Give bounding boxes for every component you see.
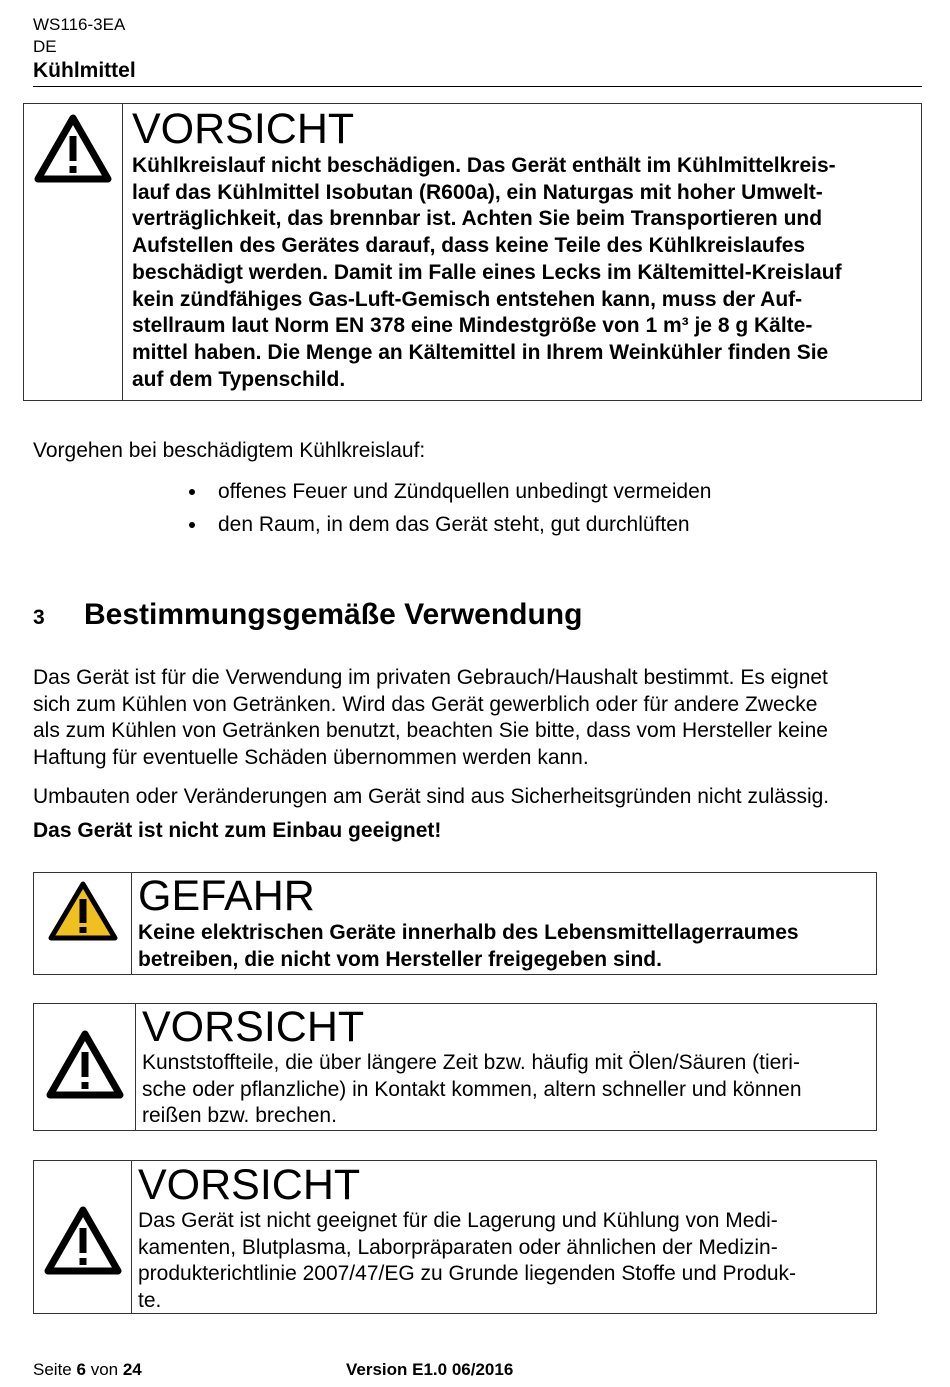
warning-text-cell: [136, 1004, 802, 1130]
warning-triangle-icon: [45, 1028, 125, 1100]
warning-triangle-icon: [43, 1204, 123, 1276]
warning-body: [138, 1208, 796, 1315]
header-divider: [33, 86, 922, 87]
intended-use-paragraph: [33, 665, 913, 771]
warning-line: Kunststoffteile, die über längere Zeit bzw. häufig mit Ölen/Säuren (tieri-: [142, 1051, 800, 1074]
version-label: [346, 1360, 513, 1380]
warning-box-refrigerant: [23, 103, 922, 401]
warning-line: stellraum laut Norm EN 378 eine Mindestgröße von 1 m³ je 8 g Kälte-: [132, 314, 813, 338]
warning-line: reißen bzw. brechen.: [142, 1104, 337, 1128]
danger-body: [138, 920, 799, 973]
chapter-number: 3: [33, 606, 45, 629]
bullet-icon: [189, 489, 195, 495]
warning-line: Kühlkreislauf nicht beschädigen. Das Gerät enthält im Kühlmittelkreis-: [132, 154, 836, 177]
danger-text-cell: [132, 873, 799, 974]
warning-line: lauf das Kühlmittel Isobutan (R600a), ein Naturgas mit hoher Umwelt-: [132, 180, 823, 204]
warning-line: produkterichtlinie 2007/47/EG zu Grunde liegenden Stoffe und Produk-: [138, 1262, 797, 1286]
warning-title: VORSICHT: [138, 1161, 361, 1209]
list-item-text: offenes Feuer und Zündquellen unbedingt vermeiden: [218, 480, 712, 503]
warning-body: [142, 1050, 802, 1130]
document-model: WS116-3EA: [33, 15, 126, 34]
page-prefix: Seite: [33, 1360, 72, 1379]
page-total: 24: [122, 1360, 142, 1379]
section-heading: Kühlmittel: [33, 59, 136, 82]
warning-line: mittel haben. Die Menge an Kältemittel in Ihrem Weinkühler finden Sie: [132, 340, 829, 364]
danger-box-electrical: [33, 872, 877, 975]
list-item-text: den Raum, in dem das Gerät steht, gut durchlüften: [218, 512, 690, 536]
paragraph-line: sich zum Kühlen von Getränken. Wird das Gerät gewerblich oder für andere Zwecke: [33, 692, 818, 716]
warning-line: sche oder pflanzliche) in Kontakt kommen, altern schneller und können: [142, 1077, 802, 1101]
warning-triangle-icon: [33, 112, 113, 184]
warning-text-cell: [123, 104, 842, 400]
warning-title: VORSICHT: [132, 105, 355, 153]
warning-line: Aufstellen des Gerätes darauf, dass keine Teile des Kühlkreislaufes: [132, 234, 806, 258]
bullet-icon: [189, 522, 195, 528]
modifications-paragraph: Umbauten oder Veränderungen am Gerät sind aus Sicherheitsgründen nicht zulässig.: [33, 785, 830, 808]
paragraph-line: Haftung für eventuelle Schäden übernommen werden kann.: [33, 745, 589, 769]
warning-body: [132, 153, 842, 393]
warning-title: VORSICHT: [142, 1003, 365, 1051]
paragraph-line: Das Gerät ist für die Verwendung im privaten Gebrauch/Haushalt bestimmt. Es eignet: [33, 666, 828, 689]
procedure-intro: Vorgehen bei beschädigtem Kühlkreislauf:: [33, 439, 426, 462]
warning-line: auf dem Typenschild.: [132, 367, 346, 391]
warning-icon-cell: [34, 1161, 132, 1313]
list-item: [185, 509, 711, 542]
danger-icon-cell: [34, 873, 132, 974]
version-text: Version E1.0 06/2016: [346, 1360, 514, 1379]
warning-icon-cell: [24, 104, 123, 400]
warning-line: kamenten, Blutplasma, Laborpräparaten oder ähnlichen der Medizin-: [138, 1235, 778, 1259]
warning-text-cell: [132, 1161, 796, 1313]
warning-line: kein zündfähiges Gas-Luft-Gemisch entstehen kann, muss der Auf-: [132, 287, 803, 311]
warning-line: te.: [138, 1289, 162, 1313]
warning-box-medical: [33, 1160, 877, 1314]
built-in-notice: Das Gerät ist nicht zum Einbau geeignet!: [33, 819, 442, 842]
procedure-list: [185, 476, 711, 541]
warning-icon-cell: [34, 1004, 136, 1130]
list-item: [185, 476, 711, 509]
page-number: [33, 1360, 142, 1380]
chapter-title: Bestimmungsgemäße Verwendung: [84, 598, 583, 631]
paragraph-line: als zum Kühlen von Getränken benutzt, beachten Sie bitte, dass vom Hersteller keine: [33, 719, 828, 742]
warning-line: beschädigt werden. Damit im Falle eines Lecks im Kältemittel-Kreislauf: [132, 260, 842, 284]
danger-line: betreiben, die nicht vom Hersteller freigegeben sind.: [138, 947, 662, 971]
warning-box-plastics: [33, 1003, 877, 1131]
danger-triangle-yellow-icon: [47, 879, 119, 943]
danger-line: Keine elektrischen Geräte innerhalb des Lebensmittellagerraumes: [138, 921, 799, 944]
warning-line: Das Gerät ist nicht geeignet für die Lagerung und Kühlung von Medi-: [138, 1209, 778, 1232]
page-mid: von: [90, 1360, 119, 1379]
page-current: 6: [76, 1360, 86, 1379]
danger-title: GEFAHR: [138, 872, 315, 920]
document-language: DE: [33, 37, 57, 56]
warning-line: verträglichkeit, das brennbar ist. Achten Sie beim Transportieren und: [132, 207, 823, 231]
